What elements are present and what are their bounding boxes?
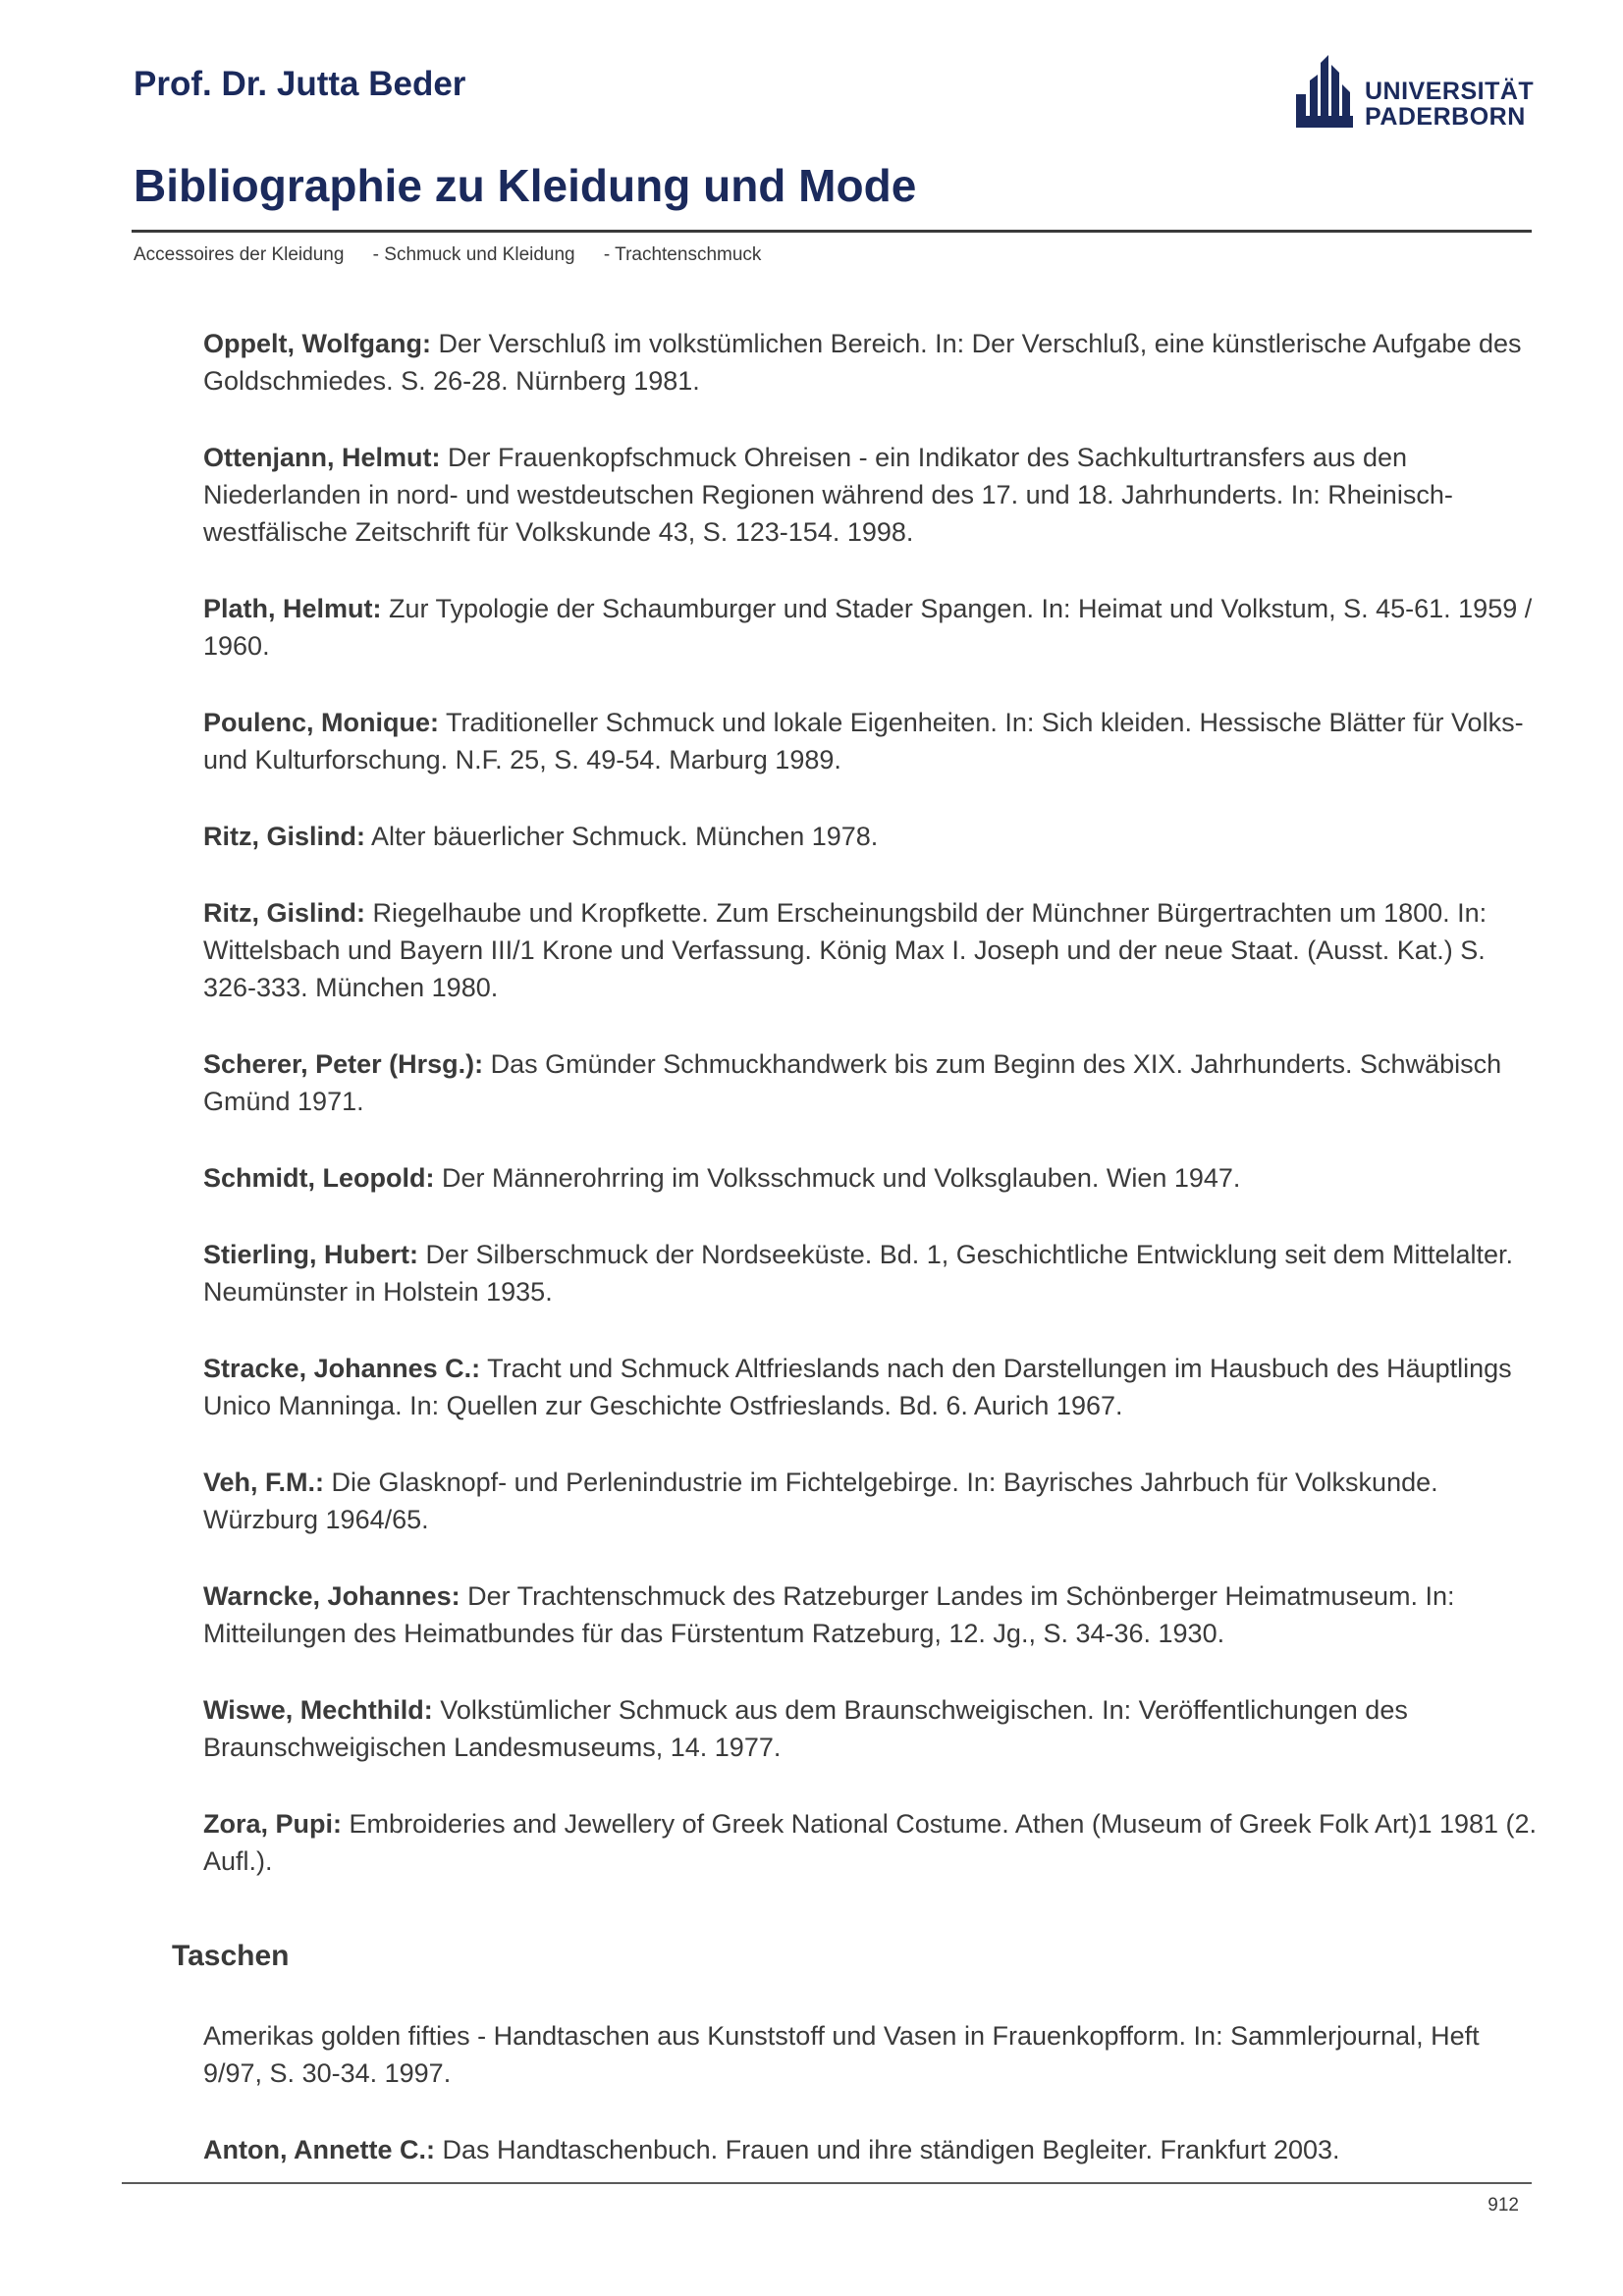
bibliography-entry — [203, 590, 1539, 665]
bibliography-entry — [203, 1236, 1539, 1310]
university-logo-icon — [1294, 51, 1357, 130]
breadcrumb-item: - Trachtenschmuck — [603, 244, 762, 265]
author-name: Prof. Dr. Jutta Beder — [134, 65, 466, 103]
university-logo — [1294, 51, 1535, 135]
header-divider — [132, 230, 1532, 233]
page-title: Bibliographie zu Kleidung und Mode — [134, 160, 917, 211]
entry-author: Ritz, Gislind: — [203, 898, 365, 928]
bibliography-entry — [203, 2131, 1539, 2168]
entry-author: Oppelt, Wolfgang: — [203, 329, 431, 358]
bibliography-entry — [203, 2017, 1539, 2092]
entry-author: Veh, F.M.: — [203, 1468, 325, 1497]
entry-text: Alter bäuerlicher Schmuck. München 1978. — [371, 822, 879, 851]
breadcrumb-item: Accessoires der Kleidung — [134, 244, 345, 265]
entry-text: Riegelhaube und Kropfkette. Zum Erscheinungsbild der Münchner Bürgertrachten um 1800. In: Wittelsbach und Bayern III/1 Krone und Verfassung. König Max I. Joseph und der neue Staat. (Ausst. Kat.) S. 326-333. München 1980. — [203, 898, 1488, 1002]
entry-author: Ritz, Gislind: — [203, 822, 365, 851]
logo-text-line2: PADERBORN — [1365, 103, 1526, 131]
bibliography-entry — [203, 1691, 1539, 1766]
bibliography-list-taschen — [203, 2017, 1539, 2208]
logo-text-line1: UNIVERSITÄT — [1365, 78, 1535, 105]
section-heading: Taschen — [172, 1940, 290, 1972]
entry-text: Die Glasknopf- und Perlenindustrie im Fichtelgebirge. In: Bayrisches Jahrbuch für Volkskunde. Würzburg 1964/65. — [203, 1468, 1438, 1534]
entry-author: Stierling, Hubert: — [203, 1240, 419, 1269]
entry-author: Poulenc, Monique: — [203, 708, 439, 737]
entry-author: Scherer, Peter (Hrsg.): — [203, 1049, 484, 1079]
bibliography-entry — [203, 1350, 1539, 1424]
breadcrumb — [134, 244, 784, 266]
entry-text: Der Verschluß im volkstümlichen Bereich. In: Der Verschluß, eine künstlerische Aufgabe des Goldschmiedes. S. 26-28. Nürnberg 1981. — [203, 329, 1522, 396]
footer-divider — [122, 2182, 1532, 2184]
bibliography-entry — [203, 1045, 1539, 1120]
bibliography-entry — [203, 894, 1539, 1006]
bibliography-list — [203, 325, 1539, 1919]
bibliography-entry — [203, 1464, 1539, 1538]
entry-text: Der Silberschmuck der Nordseeküste. Bd. 1, Geschichtliche Entwicklung seit dem Mittelalter. Neumünster in Holstein 1935. — [203, 1240, 1513, 1307]
entry-author: Zora, Pupi: — [203, 1809, 342, 1839]
entry-text: Der Frauenkopfschmuck Ohreisen - ein Indikator des Sachkulturtransfers aus den Niederlanden in nord- und westdeutschen Regionen während des 17. und 18. Jahrhunderts. In: Rheinisch-westfälische Zeitschrift für Volkskunde 43, S. 123-154. 1998. — [203, 443, 1453, 547]
entry-text: Das Handtaschenbuch. Frauen und ihre ständigen Begleiter. Frankfurt 2003. — [442, 2135, 1340, 2164]
page-number: 912 — [1488, 2195, 1519, 2216]
bibliography-entry — [203, 1159, 1539, 1197]
entry-author: Plath, Helmut: — [203, 594, 382, 623]
bibliography-entry — [203, 325, 1539, 400]
bibliography-entry — [203, 439, 1539, 551]
bibliography-entry — [203, 704, 1539, 778]
entry-text: Der Trachtenschmuck des Ratzeburger Landes im Schönberger Heimatmuseum. In: Mitteilungen des Heimatbundes für das Fürstentum Ratzeburg, 12. Jg., S. 34-36. 1930. — [203, 1581, 1455, 1648]
entry-author: Wiswe, Mechthild: — [203, 1695, 433, 1725]
bibliography-entry — [203, 1577, 1539, 1652]
entry-author: Stracke, Johannes C.: — [203, 1354, 481, 1383]
entry-text: Amerikas golden fifties - Handtaschen aus Kunststoff und Vasen in Frauenkopfform. In: Sammlerjournal, Heft 9/97, S. 30-34. 1997. — [203, 2021, 1480, 2088]
entry-text: Tracht und Schmuck Altfrieslands nach den Darstellungen im Hausbuch des Häuptlings Unico Manninga. In: Quellen zur Geschichte Ostfrieslands. Bd. 6. Aurich 1967. — [203, 1354, 1512, 1420]
entry-author: Anton, Annette C.: — [203, 2135, 435, 2164]
entry-author: Warncke, Johannes: — [203, 1581, 460, 1611]
entry-author: Ottenjann, Helmut: — [203, 443, 441, 472]
bibliography-entry — [203, 1805, 1539, 1880]
entry-text: Volkstümlicher Schmuck aus dem Braunschweigischen. In: Veröffentlichungen des Braunschweigischen Landesmuseums, 14. 1977. — [203, 1695, 1408, 1762]
entry-text: Embroideries and Jewellery of Greek National Costume. Athen (Museum of Greek Folk Art)1 1981 (2. Aufl.). — [203, 1809, 1538, 1876]
breadcrumb-item: - Schmuck und Kleidung — [372, 244, 575, 265]
entry-text: Traditioneller Schmuck und lokale Eigenheiten. In: Sich kleiden. Hessische Blätter für Volks- und Kulturforschung. N.F. 25, S. 49-54. Marburg 1989. — [203, 708, 1524, 774]
bibliography-entry — [203, 818, 1539, 855]
entry-text: Der Männerohrring im Volksschmuck und Volksglauben. Wien 1947. — [442, 1163, 1241, 1193]
entry-text: Zur Typologie der Schaumburger und Stader Spangen. In: Heimat und Volkstum, S. 45-61. 1959 / 1960. — [203, 594, 1533, 661]
entry-text: Das Gmünder Schmuckhandwerk bis zum Beginn des XIX. Jahrhunderts. Schwäbisch Gmünd 1971. — [203, 1049, 1502, 1116]
entry-author: Schmidt, Leopold: — [203, 1163, 435, 1193]
